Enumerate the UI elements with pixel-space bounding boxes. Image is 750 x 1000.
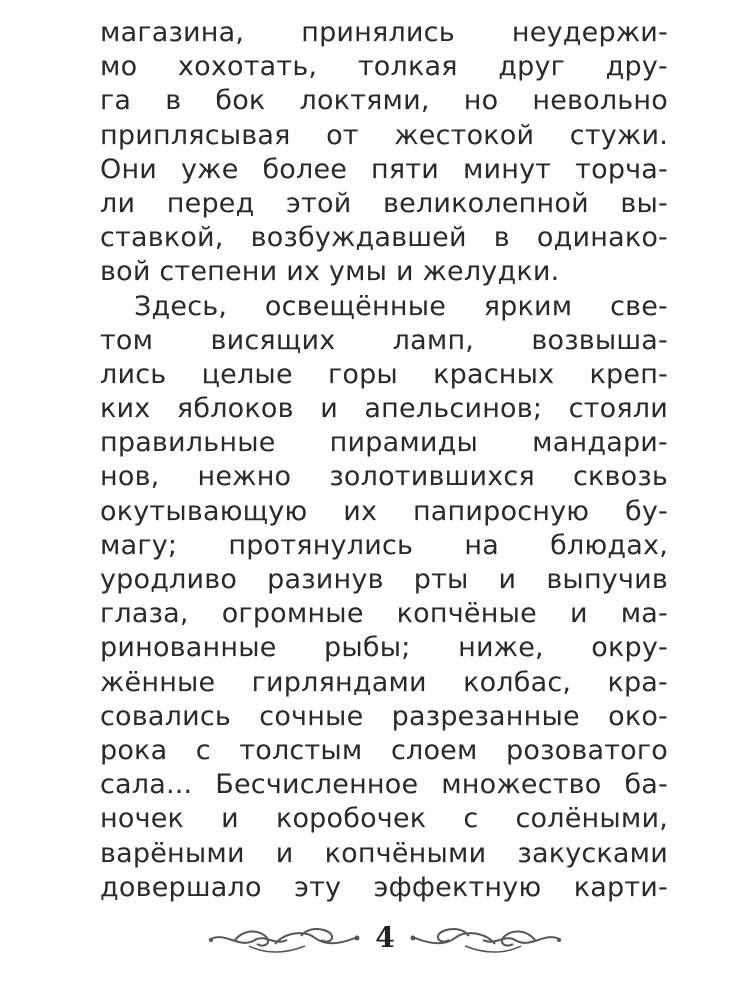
text-line: приплясывая от жестокой стужи. xyxy=(100,119,668,151)
text-line: мо хохотать, толкая друг дру- xyxy=(100,51,668,83)
right-ornament-icon xyxy=(405,924,565,956)
body-text xyxy=(100,16,668,905)
text-line: сала... Бесчисленное множество ба- xyxy=(100,769,668,801)
text-line: окутывающую их папиросную бу- xyxy=(100,495,668,527)
text-line: рока с толстым слоем розоватого xyxy=(100,734,668,766)
text-line: вой степени их умы и желудки. xyxy=(100,256,560,288)
text-line: довершало эту эффектную карти- xyxy=(100,871,668,903)
text-line: совались сочные разрезанные око- xyxy=(100,700,668,732)
text-line: том висящих ламп, возвыша- xyxy=(100,324,668,356)
text-line: магу; протянулись на блюдах, xyxy=(100,529,668,561)
text-line: нов, нежно золотившихся сквозь xyxy=(100,461,668,493)
text-line: ких яблоков и апельсинов; стояли xyxy=(100,393,668,425)
text-line: жённые гирляндами колбас, кра- xyxy=(100,666,668,698)
text-line: Здесь, освещённые ярким све- xyxy=(134,290,668,322)
text-line: правильные пирамиды мандари- xyxy=(100,427,668,459)
text-line: ставкой, возбуждавшей в одинако- xyxy=(100,222,668,254)
page-footer xyxy=(0,918,750,962)
page-number: 4 xyxy=(375,921,395,954)
text-line: ли перед этой великолепной вы- xyxy=(100,187,668,219)
text-line: глаза, огромные копчёные и ма- xyxy=(100,598,668,630)
text-line: уродливо разинув рты и выпучив xyxy=(100,564,668,595)
text-line: лись целые горы красных креп- xyxy=(100,358,668,390)
text-line: магазина, принялись неудержи- xyxy=(100,17,668,48)
text-line: ринованные рыбы; ниже, окру- xyxy=(100,632,668,664)
text-line: Они уже более пяти минут торча- xyxy=(100,153,668,185)
left-ornament-icon xyxy=(205,924,365,956)
text-line: ночек и коробочек с солёными, xyxy=(100,803,668,835)
text-line: варёными и копчёными закусками xyxy=(100,837,668,869)
text-line: га в бок локтями, но невольно xyxy=(100,85,668,117)
